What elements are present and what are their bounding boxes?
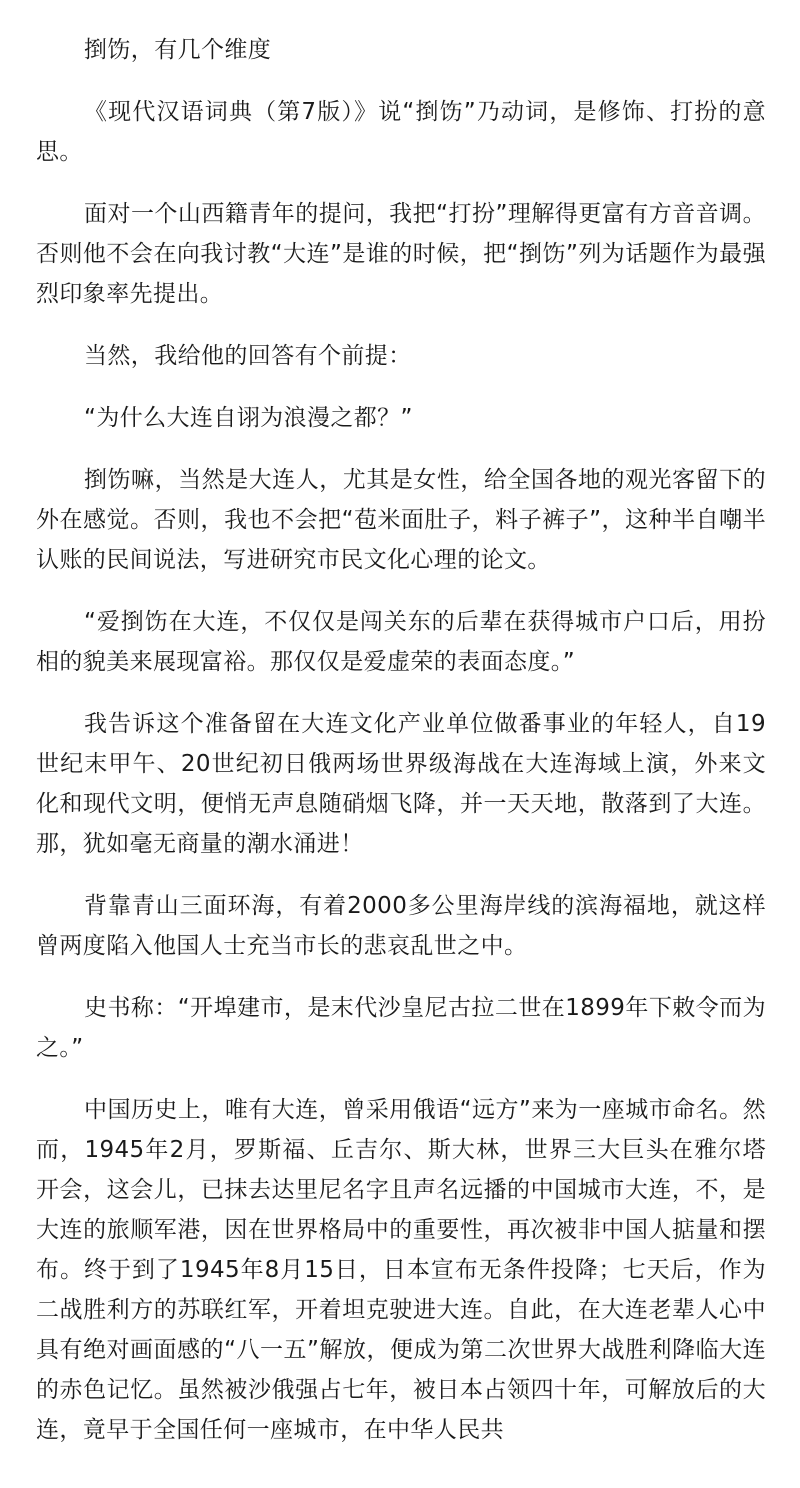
paragraph: 捯饬嘛，当然是大连人，尤其是女性，给全国各地的观光客留下的外在感觉。否则，我也不会把“苞米面肚子，料子裤子”，这种半自嘲半认账的民间说法，写进研究市民文化心理的论文。	[36, 467, 766, 573]
article-heading: 捯饬，有几个维度	[84, 37, 272, 63]
paragraph: 《现代汉语词典（第7版）》说“捯饬”乃动词，是修饰、打扮的意思。	[36, 99, 766, 165]
paragraph: 我告诉这个准备留在大连文化产业单位做番事业的年轻人，自19世纪末甲午、20世纪初日俄两场世界级海战在大连海域上演，外来文化和现代文明，便悄无声息随硝烟飞降，并一天天地，散落到了大连。那，犹如毫无商量的潮水涌进！	[36, 711, 766, 857]
paragraph: 背靠青山三面环海，有着2000多公里海岸线的滨海福地，就这样曾两度陷入他国人士充当市长的悲哀乱世之中。	[36, 893, 766, 959]
paragraph: 面对一个山西籍青年的提问，我把“打扮”理解得更富有方音音调。否则他不会在向我讨教“大连”是谁的时候，把“捯饬”列为话题作为最强烈印象率先提出。	[36, 201, 766, 307]
quote-paragraph: “爱捯饬在大连，不仅仅是闯关东的后辈在获得城市户口后，用扮相的貌美来展现富裕。那仅仅是爱虚荣的表面态度。”	[36, 609, 766, 675]
quote-paragraph: “为什么大连自诩为浪漫之都？”	[84, 405, 413, 431]
article-body	[36, 30, 766, 1450]
paragraph-truncated: 中国历史上，唯有大连，曾采用俄语“远方”来为一座城市命名。然而，1945年2月，罗斯福、丘吉尔、斯大林，世界三大巨头在雅尔塔开会，这会儿，已抹去达里尼名字且声名远播的中国城市大连，不，是大连的旅顺军港，因在世界格局中的重要性，再次被非中国人掂量和摆布。终于到了1945年8月15日，日本宣布无条件投降；七天后，作为二战胜利方的苏联红军，开着坦克驶进大连。自此，在大连老辈人心中具有绝对画面感的“八一五”解放，便成为第二次世界大战胜利降临大连的赤色记忆。虽然被沙俄强占七年，被日本占领四十年，可解放后的大连，竟早于全国任何一座城市，在中华人民共	[36, 1097, 766, 1443]
paragraph: 史书称：“开埠建市，是末代沙皇尼古拉二世在1899年下敕令而为之。”	[36, 995, 766, 1061]
paragraph: 当然，我给他的回答有个前提：	[84, 343, 412, 369]
